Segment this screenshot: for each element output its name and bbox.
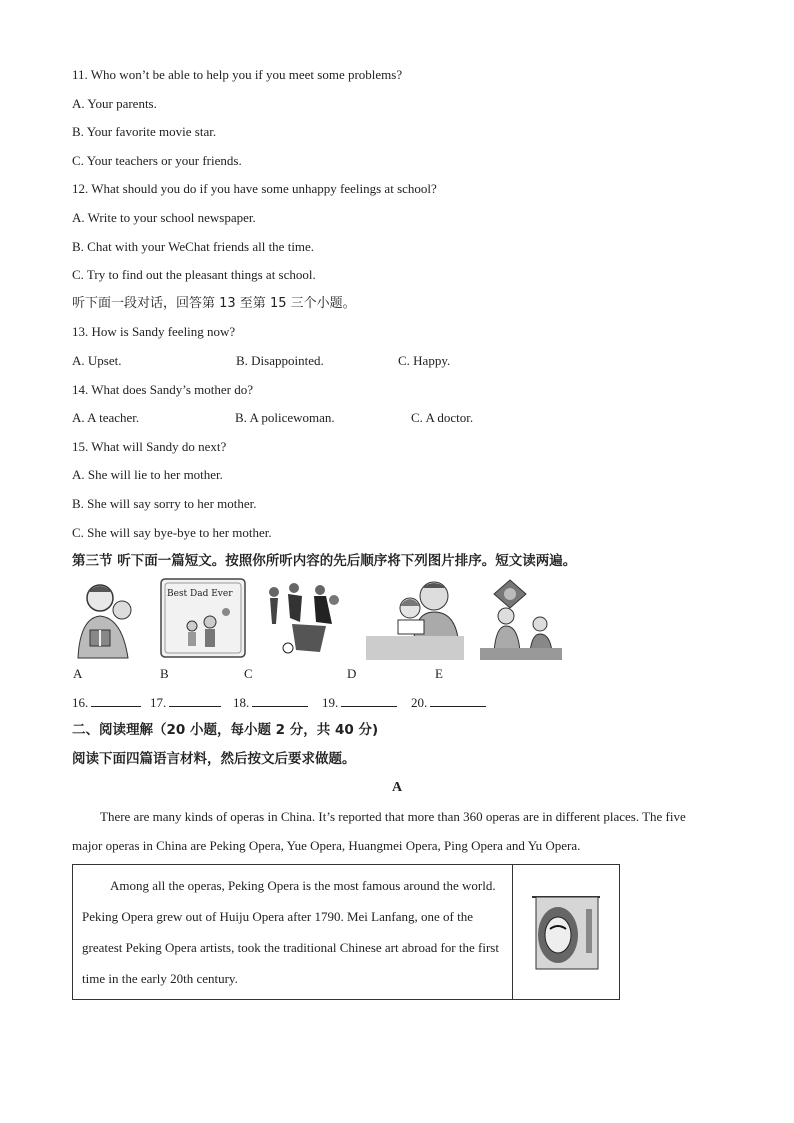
blank-label: 17.: [150, 695, 167, 710]
picture-c-football-players: [262, 578, 348, 660]
question-11: 11. Who won’t be able to help you if you meet some problems?: [72, 67, 403, 82]
part-2-title: 二、阅读理解（20 小题，每小题 2 分，共 40 分): [72, 722, 379, 738]
answer-blank-20[interactable]: [411, 694, 486, 711]
question-12: 12. What should you do if you have some unhappy feelings at school?: [72, 181, 437, 196]
answer-blank-19[interactable]: [322, 694, 397, 711]
card-text: Best Dad Ever: [167, 589, 233, 599]
box-text-cell: [73, 865, 513, 1000]
question-13: 13. How is Sandy feeling now?: [72, 324, 236, 339]
box-image-cell: [513, 865, 620, 1000]
option-14b: B. A policewoman.: [235, 410, 335, 425]
option-14a: A. A teacher.: [72, 410, 140, 425]
option-12a: A. Write to your school newspaper.: [72, 210, 256, 225]
passage-title: A: [391, 780, 403, 795]
option-12b: B. Chat with your WeChat friends all the time.: [72, 239, 315, 254]
answer-blank-17[interactable]: [150, 694, 221, 711]
option-13b: B. Disappointed.: [236, 353, 324, 368]
box-text: Among all the operas, Peking Opera is the most famous around the world. Peking Opera grew out of Huiju Opera after 1790. Mei Lanfang, one of the greatest Peking Opera artists, took the traditional Chinese art abroad for the first time in the early 20th century.: [82, 878, 499, 986]
answer-blank-16[interactable]: [72, 694, 141, 711]
picture-label-d: D: [347, 666, 357, 681]
picture-label-b: B: [160, 666, 169, 681]
option-13c: C. Happy.: [398, 353, 451, 368]
blank-label: 20.: [411, 695, 428, 710]
option-14c: C. A doctor.: [411, 410, 474, 425]
option-11a: A. Your parents.: [72, 96, 157, 111]
question-15: 15. What will Sandy do next?: [72, 439, 227, 454]
picture-d-reading-family: [366, 578, 464, 660]
option-12c: C. Try to find out the pleasant things at school.: [72, 267, 316, 282]
option-13a: A. Upset.: [72, 353, 122, 368]
peking-opera-poster-image: [528, 887, 604, 973]
picture-label-c: C: [244, 666, 253, 681]
picture-e-cooking-kitchen: [480, 578, 562, 660]
option-11b: B. Your favorite movie star.: [72, 124, 217, 139]
option-15b: B. She will say sorry to her mother.: [72, 496, 257, 511]
blank-label: 16.: [72, 695, 89, 710]
blank-label: 19.: [322, 695, 339, 710]
blank-label: 18.: [233, 695, 250, 710]
section-3-instruction: 第三节 听下面一篇短文。按照你所听内容的先后顺序将下列图片排序。短文读两遍。: [72, 553, 577, 569]
answer-blank-18[interactable]: [233, 694, 308, 711]
dialogue-instruction: 听下面一段对话，回答第 13 至第 15 三个小题。: [72, 296, 356, 311]
picture-a-father-gift: [72, 578, 140, 660]
option-11c: C. Your teachers or your friends.: [72, 153, 242, 168]
part-2-instruction: 阅读下面四篇语言材料，然后按文后要求做题。: [72, 751, 356, 767]
passage-intro: There are many kinds of operas in China. It’s reported that more than 360 operas are in different places. The five major operas in China are Peking Opera, Yue Opera, Huangmei Opera, Ping Opera and Yu Opera.: [72, 809, 686, 853]
picture-label-a: A: [73, 666, 83, 681]
picture-label-e: E: [435, 666, 443, 681]
option-15c: C. She will say bye-bye to her mother.: [72, 525, 272, 540]
passage-box: [72, 864, 620, 1000]
option-15a: A. She will lie to her mother.: [72, 467, 223, 482]
question-14: 14. What does Sandy’s mother do?: [72, 382, 254, 397]
picture-b-best-dad-card: [160, 578, 246, 660]
